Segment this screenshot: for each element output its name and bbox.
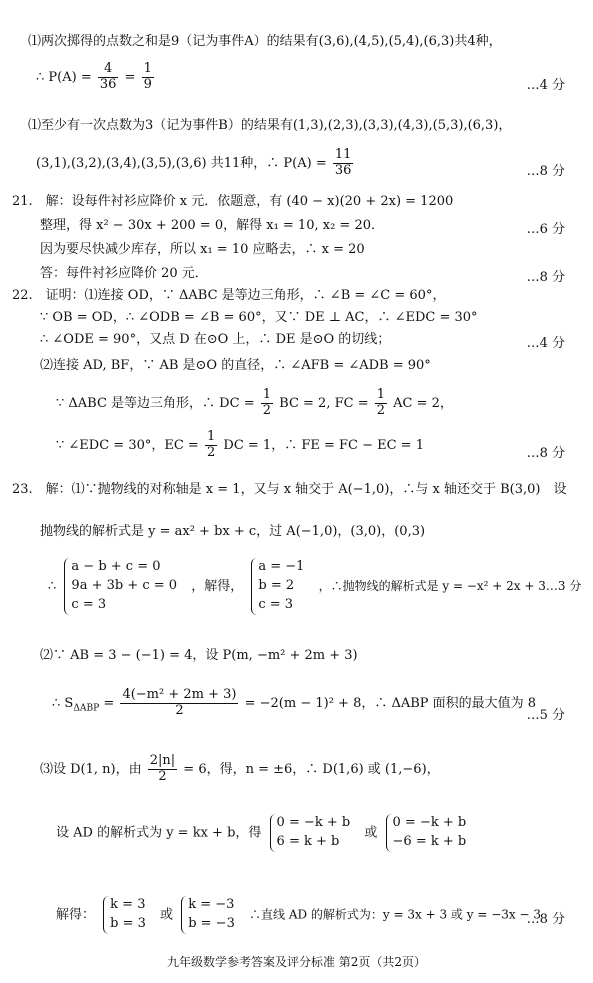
page-footer: 九年级数学参考答案及评分标准 第2页（共2页） <box>166 955 427 969</box>
equation-system: k = 3 b = 3 <box>103 896 152 934</box>
q22-line3: ∴ ∠ODE = 90°，又点 D 在⊙O 上，∴ DE 是⊙O 的切线； <box>40 332 391 347</box>
equation-system: a − b + c = 0 9a + 3b + c = 0 c = 3 <box>64 558 183 615</box>
q22-line1: 22. 证明：⑴连接 OD，∵ ΔABC 是等边三角形，∴ ∠B = ∠C = 60°， <box>12 288 446 303</box>
score-mark: …6 分 <box>526 222 565 237</box>
fraction: $\frac{\text{4(−m² + 2m + 3)}}{2}$ <box>122 687 237 718</box>
q23-area-line: ∴ $S_{\Delta ABP}$ = $\frac{\text{4(−m² + 2m + 3)}}{2}$ = −2(m − 1)² + 8，∴ ΔABP 面积的最大值为 8 <box>52 687 537 718</box>
fraction: $\frac{4}{36}$ <box>99 61 117 92</box>
q21-line2: 整理，得 x² − 30x + 200 = 0，解得 x₁ = 10, x₂ = 20． <box>40 218 384 233</box>
fraction: $\frac{11}{36}$ <box>334 147 352 178</box>
q20-part2-line2: (3,1),(3,2),(3,4),(3,5),(3,6) 共11种，∴ P(A) = $\frac{11}{36}$ <box>36 147 352 178</box>
equation-system: k = −3 b = −3 <box>181 896 241 934</box>
equation-system: 0 = −k + b −6 = k + b <box>386 814 473 852</box>
score-mark: …4 分 <box>526 336 565 351</box>
q23-system-line: ∴ a − b + c = 0 9a + 3b + c = 0 c = 3 ，解得， a = −1 b = 2 c = 3 ，∴抛物线的解析式是 y = −x² + 2x + 3…3 分 <box>48 558 581 615</box>
q23-line7: 设 AD 的解析式为 y = kx + b，得 0 = −k + b 6 = k + b 或 0 = −k + b −6 = k + b <box>56 814 476 852</box>
q23-line4: ⑵∵ AB = 3 − (−1) = 4，设 P(m, −m² + 2m + 3) <box>40 648 358 663</box>
fraction: $\frac{2|n|}{2}$ <box>149 753 176 784</box>
score-mark: …8 分 <box>526 164 565 179</box>
prob-prefix: ∴ P(A) = <box>36 69 92 85</box>
equation-system: 0 = −k + b 6 = k + b <box>270 814 357 852</box>
q21-line3: 因为要尽快减少库存，所以 x₁ = 10 应略去，∴ x = 20 <box>40 242 365 257</box>
score-mark: …8 分 <box>526 270 565 285</box>
q23-line8: 解得： k = 3 b = 3 或 k = −3 b = −3 ∴直线 AD 的解析式为：y = 3x + 3 或 y = −3x − 3 <box>56 896 541 934</box>
fraction: $\frac{1}{2}$ <box>376 387 386 418</box>
fraction: $\frac{1}{9}$ <box>143 61 152 92</box>
q21-line1: 21. 解：设每件衬衫应降价 x 元．依题意，有 (40 − x)(20 + 2x) = 1200 <box>12 194 454 209</box>
score-mark: …4 分 <box>526 78 565 93</box>
q21-line4: 答：每件衬衫应降价 20 元． <box>40 266 208 281</box>
fraction: $\frac{1}{2}$ <box>262 387 272 418</box>
q20-part2-text: ⑴至少有一次点数为3（记为事件B）的结果有(1,3),(2,3),(3,3),(4,3),(5,3),(6,3)， <box>28 118 512 133</box>
q23-line2: 抛物线的解析式是 y = ax² + bx + c，过 A(−1,0)，(3,0)，(0,3) <box>40 524 426 539</box>
equation-system: a = −1 b = 2 c = 3 <box>251 558 310 615</box>
q23-line1: 23. 解：⑴∵抛物线的对称轴是 x = 1，又与 x 轴交于 A(−1,0)，∴与 x 轴还交于 B(3,0) 设 <box>12 482 567 497</box>
score-mark: …8 分 <box>526 446 565 461</box>
q22-line2: ∵ OB = OD，∴ ∠ODB = ∠B = 60°，又∵ DE ⊥ AC，∴ ∠EDC = 30° <box>40 310 478 325</box>
q20-probability-A: ∴ P(A) = $\frac{4}{36}$ = $\frac{1}{9}$ <box>36 61 152 92</box>
score-mark: …8 分 <box>526 912 565 927</box>
q22-line6: ∵ ∠EDC = 30°，EC = $\frac{1}{2}$ DC = 1，∴ FE = FC − EC = 1 <box>56 429 424 460</box>
q22-line5: ∵ ΔABC 是等边三角形，∴ DC = $\frac{1}{2}$ BC = 2, FC = $\frac{1}{2}$ AC = 2， <box>56 387 453 418</box>
fraction: $\frac{1}{2}$ <box>206 429 216 460</box>
score-mark: …5 分 <box>526 708 565 723</box>
q23-line6: ⑶设 D(1, n)，由 $\frac{2|n|}{2}$ = 6，得，n = ±6，∴ D(1,6) 或 (1,−6)， <box>40 753 440 784</box>
q22-line4: ⑵连接 AD, BF，∵ AB 是⊙O 的直径，∴ ∠AFB = ∠ADB = 90° <box>40 358 431 373</box>
q20-part1-text: ⑴两次掷得的点数之和是9（记为事件A）的结果有(3,6),(4,5),(5,4),(6,3)共4种， <box>28 34 502 49</box>
